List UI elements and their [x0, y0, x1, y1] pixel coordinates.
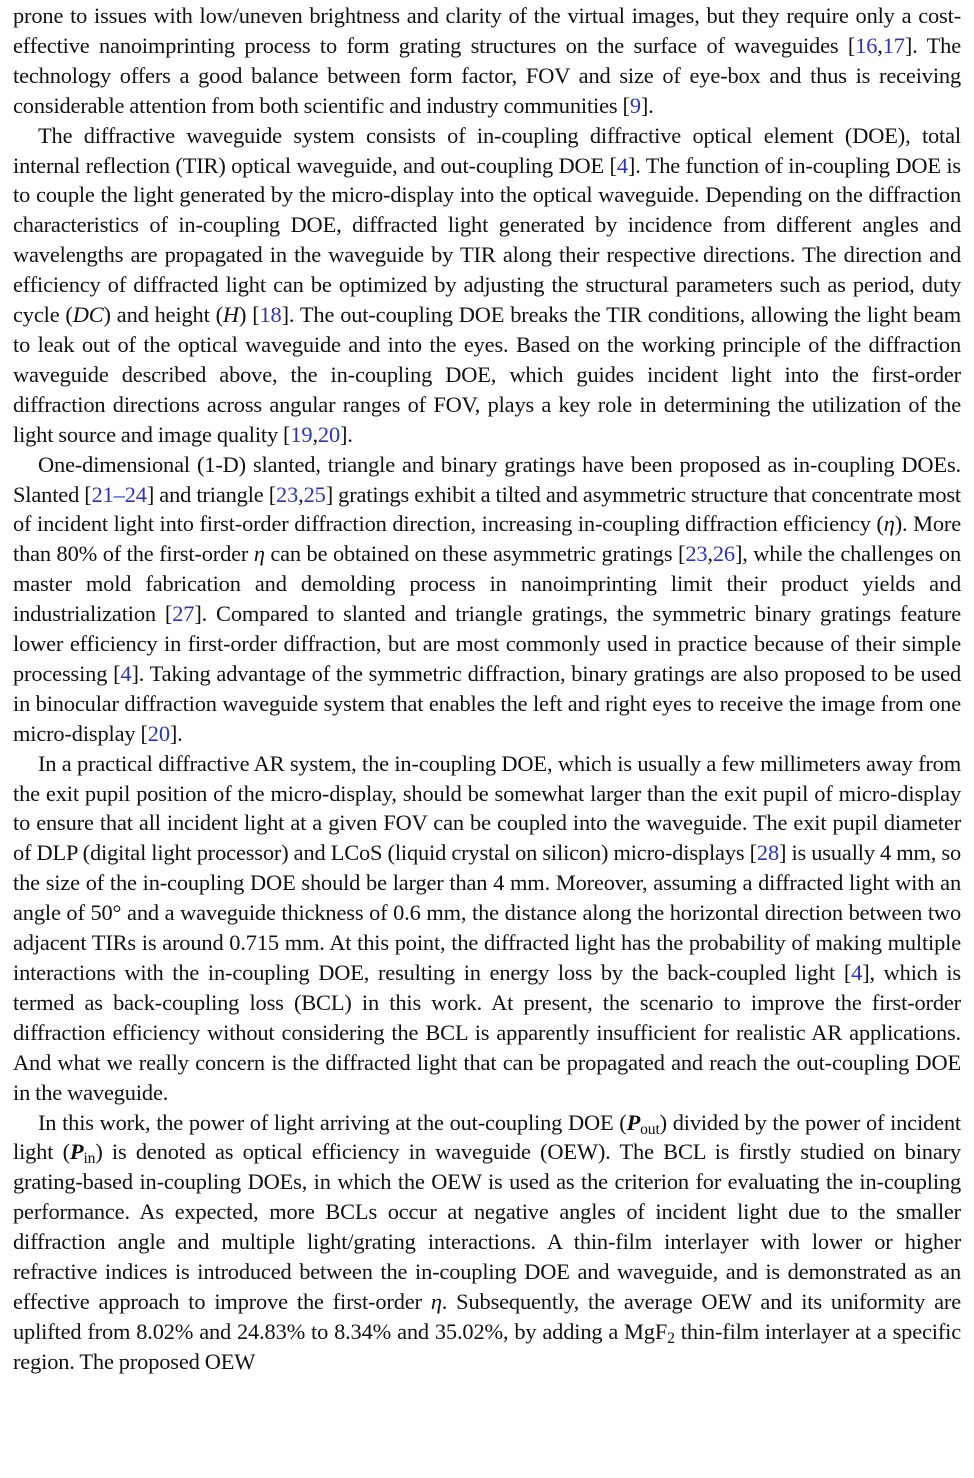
body-text: thin-film interlayer at a specific region. The proposed OEW [13, 1318, 962, 1374]
math-symbol: η [253, 541, 265, 567]
power-symbol-letter: P [69, 1139, 84, 1165]
citation-link[interactable]: 28 [756, 840, 780, 866]
body-text: ] and triangle [ [146, 481, 277, 507]
citation-link[interactable]: 27 [172, 601, 195, 627]
body-text: can be obtained on these asymmetric gratings [ [264, 541, 686, 567]
body-text: One-dimensional (1-D) slanted, triangle and binary gratings have been proposed as in-coupling DOEs. Slanted [ [13, 451, 961, 507]
body-text: ) and height ( [103, 302, 223, 328]
body-text: ). More than 80% of the first-order [13, 511, 961, 567]
citation-link[interactable]: 26 [712, 541, 735, 567]
citation-link[interactable]: 19 [290, 421, 313, 447]
body-text: ]. The out-coupling DOE breaks the TIR conditions, allowing the light beam to leak out of the optical waveguide and into the eyes. Based on the working principle of the diffraction waveguide described above, the in-coupling DOE, which guides incident light into the first-order diffraction directions across angular ranges of FOV, plays a key role in determining the utilization of the light source and image quality [ [13, 302, 961, 447]
citation-link[interactable]: 4 [851, 960, 863, 985]
body-text: , [877, 32, 883, 58]
body-text: ]. The technology offers a good balance between form factor, FOV and size of eye-box and thus is receiving considerable attention from both scientific and industry communities [ [13, 32, 961, 118]
citation-link[interactable]: 20 [147, 720, 170, 746]
body-text: , [298, 481, 304, 507]
chemical-subscript: 2 [667, 1329, 675, 1347]
paragraph [13, 121, 961, 450]
power-symbol-subscript: in [83, 1150, 96, 1168]
power-symbol-subscript: out [640, 1120, 660, 1138]
power-symbol [626, 1109, 660, 1138]
citation-link[interactable]: 18 [259, 302, 282, 328]
power-symbol-letter: P [626, 1109, 641, 1135]
body-text: ) [ [238, 302, 260, 328]
paragraph [13, 749, 961, 1108]
citation-link[interactable]: 9 [629, 92, 641, 118]
citation-link[interactable]: 4 [120, 660, 132, 686]
body-text: , [312, 421, 318, 447]
citation-link[interactable]: 16 [855, 32, 878, 58]
body-text: In a practical diffractive AR system, the in-coupling DOE, which is usually a few millimeters away from the exit pupil position of the micro-display, should be somewhat larger than the exit pupil of micro-display to ensure that all incident light at a given FOV can be coupled into the waveguide. The exit pupil diameter of DLP (digital light processor) and LCoS (liquid crystal on silicon) micro-displays [ [13, 750, 961, 866]
power-symbol [69, 1139, 96, 1168]
math-symbol: DC [72, 302, 104, 328]
citation-link[interactable]: 20 [317, 421, 340, 447]
math-symbol: η [430, 1288, 442, 1314]
body-text: ], while the challenges on master mold fabrication and demolding process in nanoimprinting limit their product yields and industrialization [ [13, 541, 962, 627]
math-symbol: H [222, 302, 239, 328]
body-text: . Subsequently, the average OEW and its uniformity are uplifted from 8.02% and 24.83% to 8.34% and 35.02%, by adding a MgF [13, 1288, 961, 1344]
citation-link[interactable]: 21–24 [91, 481, 147, 507]
paragraph [13, 1108, 961, 1377]
citation-link[interactable]: 4 [616, 152, 628, 178]
citation-link[interactable]: 23 [276, 481, 299, 507]
citation-link[interactable]: 25 [303, 481, 326, 507]
paragraph [13, 450, 961, 749]
body-text: ]. The function of in-coupling DOE is to couple the light generated by the micro-display into the optical waveguide. Depending on the diffraction characteristics of in-coupling DOE, diffracted light generated by incidence from different angles and wavelengths are propagated in the waveguide by TIR along their respective directions. The direction and efficiency of diffracted light can be optimized by adjusting the structural parameters such as period, duty cycle ( [13, 152, 961, 328]
body-text: ]. [340, 421, 353, 447]
body-text: ]. Compared to slanted and triangle gratings, the symmetric binary gratings feature lower efficiency in first-order diffraction, but are most commonly used in practice because of their simple processing [ [13, 601, 962, 686]
body-text: ]. [640, 92, 654, 118]
body-text: ], which is termed as back-coupling loss (BCL) in this work. At present, the scenario to improve the first-order diffraction efficiency without considering the BCL is apparently insufficient for realistic AR applications. And what we really concern is the diffracted light that can be propagated and reach the out-coupling DOE in the waveguide. [13, 960, 961, 1105]
body-text: , [707, 541, 713, 567]
body-text: ]. Taking advantage of the symmetric diffraction, binary gratings are also proposed to be used in binocular diffraction waveguide system that enables the left and right eyes to receive the image from one micro-display [ [13, 660, 961, 746]
body-text: ]. [169, 720, 183, 746]
citation-link[interactable]: 23 [685, 541, 708, 567]
body-text: [ [847, 32, 856, 58]
citation-link[interactable]: 17 [882, 32, 905, 58]
math-symbol: η [883, 511, 895, 537]
body-text: prone to issues with low/uneven brightness and clarity of the virtual images, but they require only a cost-effective nanoimprinting process to form grating structures on the surface of waveguides [13, 3, 961, 58]
body-text: The diffractive waveguide system consists of in-coupling diffractive optical element (DOE), total internal reflection (TIR) optical waveguide, and out-coupling DOE [ [13, 122, 961, 178]
paragraph [13, 1, 961, 121]
body-text: ) divided by the power of incident light ( [13, 1109, 961, 1165]
body-text: ] gratings exhibit a tilted and asymmetric structure that concentrate most of incident light into first-order diffraction direction, increasing in-coupling diffraction efficiency ( [13, 481, 961, 537]
body-text: ] is usually 4 mm, so the size of the in-coupling DOE should be larger than 4 mm. Moreover, assuming a diffracted light with an angle of 50° and a waveguide thickness of 0.6 mm, the distance along the horizontal direction between two adjacent TIRs is around 0.715 mm. At this point, the diffracted light has the probability of making multiple interactions with the in-coupling DOE, resulting in energy loss by the back-coupled light [ [13, 840, 961, 985]
body-text: ) is denoted as optical efficiency in waveguide (OEW). The BCL is firstly studied on binary grating-based in-coupling DOEs, in which the OEW is used as the criterion for evaluating the in-coupling performance. As expected, more BCLs occur at negative angles of incident light due to the smaller diffraction angle and multiple light/grating interactions. A thin-film interlayer with lower or higher refractive indices is introduced between the in-coupling DOE and waveguide, and is demonstrated as an effective approach to improve the first-order [13, 1139, 961, 1314]
body-text: In this work, the power of light arriving at the out-coupling DOE ( [38, 1109, 627, 1135]
